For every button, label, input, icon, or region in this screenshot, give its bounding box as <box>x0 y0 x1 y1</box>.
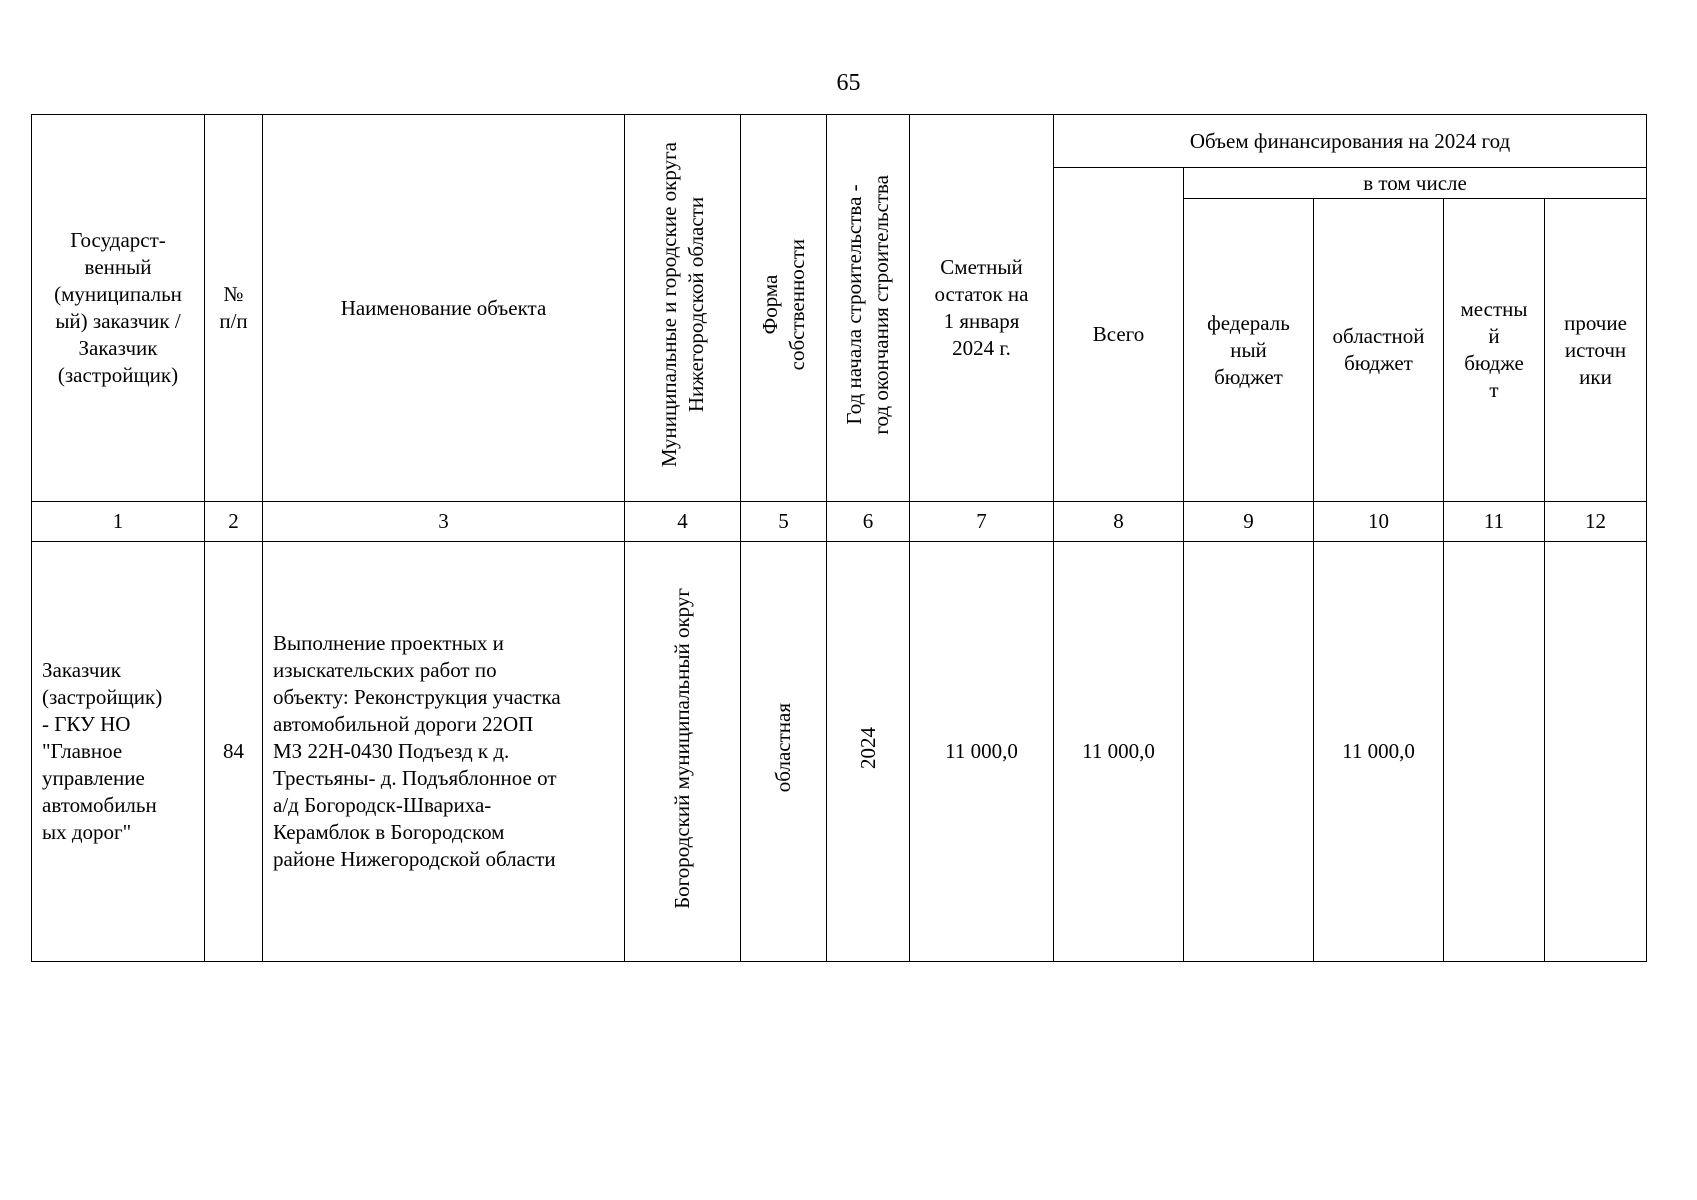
cell-object-name: Выполнение проектных и изыскательских работ по объекту: Реконструкция участка автомобильной дороги 22ОП МЗ 22Н-0430 Подъезд к д. Трестьяны- д. Подъяблонное от а/д Богородск-Швариха- Керамблок в Богородском районе Нижегородской области <box>263 542 625 962</box>
financing-table <box>31 114 1647 962</box>
column-number: 2 <box>205 502 263 542</box>
page-number: 65 <box>836 70 861 96</box>
column-number: 3 <box>263 502 625 542</box>
cell-years-cell <box>827 542 910 962</box>
cell-total: 11 000,0 <box>1054 542 1184 962</box>
cell-ownership-cell <box>741 542 827 962</box>
column-number: 5 <box>741 502 827 542</box>
header-financing: Объем финансирования на 2024 год <box>1054 115 1647 168</box>
column-number: 1 <box>32 502 205 542</box>
column-number: 7 <box>910 502 1054 542</box>
cell-ownership: областная <box>771 703 795 793</box>
column-number: 4 <box>625 502 741 542</box>
header-districts-cell <box>625 115 741 502</box>
header-years: Год начала строительства - год окончания строительства <box>842 174 893 435</box>
cell-remaining: 11 000,0 <box>910 542 1054 962</box>
cell-district-cell <box>625 542 741 962</box>
header-total: Всего <box>1054 168 1184 502</box>
column-number: 6 <box>827 502 910 542</box>
header-remaining: Сметный остаток на 1 января 2024 г. <box>910 115 1054 502</box>
header-years-cell <box>827 115 910 502</box>
cell-years: 2024 <box>855 727 880 769</box>
header-object-name: Наименование объекта <box>263 115 625 502</box>
cell-local <box>1444 542 1545 962</box>
header-customer: Государст- венный (муниципальн ый) заказчик / Заказчик (застройщик) <box>32 115 205 502</box>
column-number: 8 <box>1054 502 1184 542</box>
header-regional: областной бюджет <box>1314 199 1444 502</box>
header-ownership-cell <box>741 115 827 502</box>
cell-district: Богородский муниципальный округ <box>670 587 694 909</box>
header-local: местны й бюдже т <box>1444 199 1545 502</box>
header-including: в том числе <box>1184 168 1647 199</box>
column-number: 10 <box>1314 502 1444 542</box>
column-number-row <box>32 502 1647 542</box>
header-federal: федераль ный бюджет <box>1184 199 1314 502</box>
header-other: прочие источн ики <box>1545 199 1647 502</box>
column-number: 12 <box>1545 502 1647 542</box>
header-ownership: Форма собственности <box>757 238 809 371</box>
cell-number: 84 <box>205 542 263 962</box>
header-number: № п/п <box>205 115 263 502</box>
header-districts: Муниципальные и городские округа Нижегородской области <box>656 141 708 468</box>
cell-other <box>1545 542 1647 962</box>
cell-federal <box>1184 542 1314 962</box>
cell-regional: 11 000,0 <box>1314 542 1444 962</box>
column-number: 9 <box>1184 502 1314 542</box>
cell-customer: Заказчик (застройщик) - ГКУ НО "Главное управление автомобильн ых дорог" <box>32 542 205 962</box>
column-number: 11 <box>1444 502 1545 542</box>
table-row <box>32 542 1647 962</box>
